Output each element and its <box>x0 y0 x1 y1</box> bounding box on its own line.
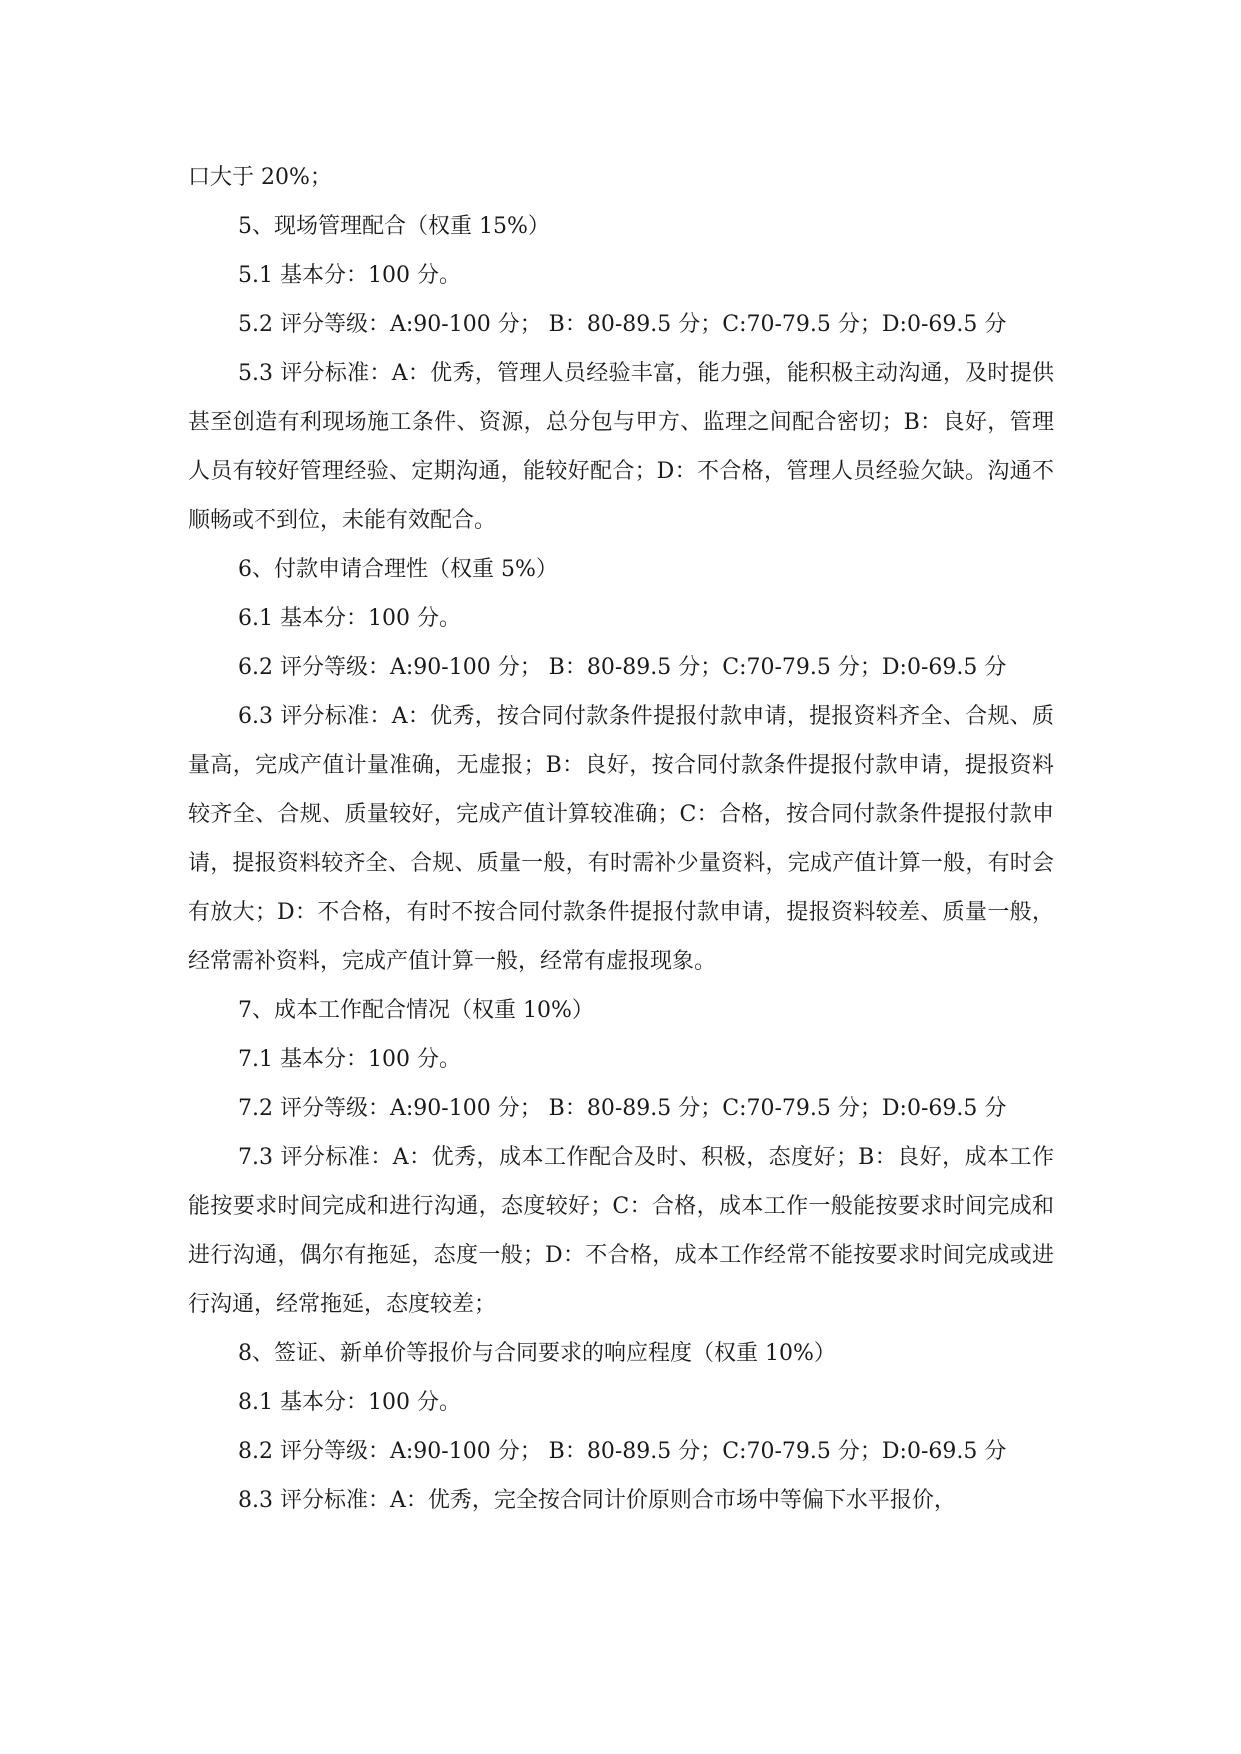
paragraph-7-3: 7.3 评分标准：A：优秀，成本工作配合及时、积极，态度好；B：良好，成本工作能按要求时间完成和进行沟通，态度较好；C：合格，成本工作一般能按要求时间完成和进行沟通，偶尔有拖延，态度一般；D：不合格，成本工作经常不能按要求时间完成或进行沟通，经常拖延，态度较差； <box>188 1145 1054 1317</box>
paragraph-5-2: 5.2 评分等级：A:90-100 分； B：80-89.5 分；C:70-79.5 分；D:0-69.5 分 <box>238 312 1007 337</box>
paragraph-6-2: 6.2 评分等级：A:90-100 分； B：80-89.5 分；C:70-79.5 分；D:0-69.5 分 <box>238 655 1007 680</box>
paragraph-7-2: 7.2 评分等级：A:90-100 分； B：80-89.5 分；C:70-79.5 分；D:0-69.5 分 <box>238 1096 1007 1121</box>
paragraph-8-2: 8.2 评分等级：A:90-100 分； B：80-89.5 分；C:70-79.5 分；D:0-69.5 分 <box>238 1439 1007 1464</box>
paragraph-5-1: 5.1 基本分：100 分。 <box>238 263 461 288</box>
paragraph-6-1: 6.1 基本分：100 分。 <box>238 606 461 631</box>
section-heading-7: 7、成本工作配合情况（权重 10%） <box>238 998 594 1023</box>
paragraph-5-3: 5.3 评分标准：A：优秀，管理人员经验丰富，能力强，能积极主动沟通，及时提供甚至创造有利现场施工条件、资源，总分包与甲方、监理之间配合密切；B：良好，管理人员有较好管理经验、定期沟通，能较好配合；D：不合格，管理人员经验欠缺。沟通不顺畅或不到位，未能有效配合。 <box>188 361 1054 533</box>
section-heading-6: 6、付款申请合理性（权重 5%） <box>238 557 558 582</box>
paragraph-8-3: 8.3 评分标准：A：优秀，完全按合同计价原则合市场中等偏下水平报价， <box>238 1488 956 1513</box>
paragraph-7-1: 7.1 基本分：100 分。 <box>238 1047 461 1072</box>
paragraph-8-1: 8.1 基本分：100 分。 <box>238 1390 461 1415</box>
paragraph-continuation: 口大于 20%； <box>188 165 332 190</box>
section-heading-5: 5、现场管理配合（权重 15%） <box>238 214 550 239</box>
section-heading-8: 8、签证、新单价等报价与合同要求的响应程度（权重 10%） <box>238 1341 836 1366</box>
document-body <box>188 153 1054 1525</box>
paragraph-6-3: 6.3 评分标准：A：优秀，按合同付款条件提报付款申请，提报资料齐全、合规、质量高，完成产值计量准确，无虚报；B：良好，按合同付款条件提报付款申请，提报资料较齐全、合规、质量较好，完成产值计算较准确；C：合格，按合同付款条件提报付款申请，提报资料较齐全、合规、质量一般，有时需补少量资料，完成产值计算一般，有时会有放大；D：不合格，有时不按合同付款条件提报付款申请，提报资料较差、质量一般，经常需补资料，完成产值计算一般，经常有虚报现象。 <box>188 704 1054 974</box>
